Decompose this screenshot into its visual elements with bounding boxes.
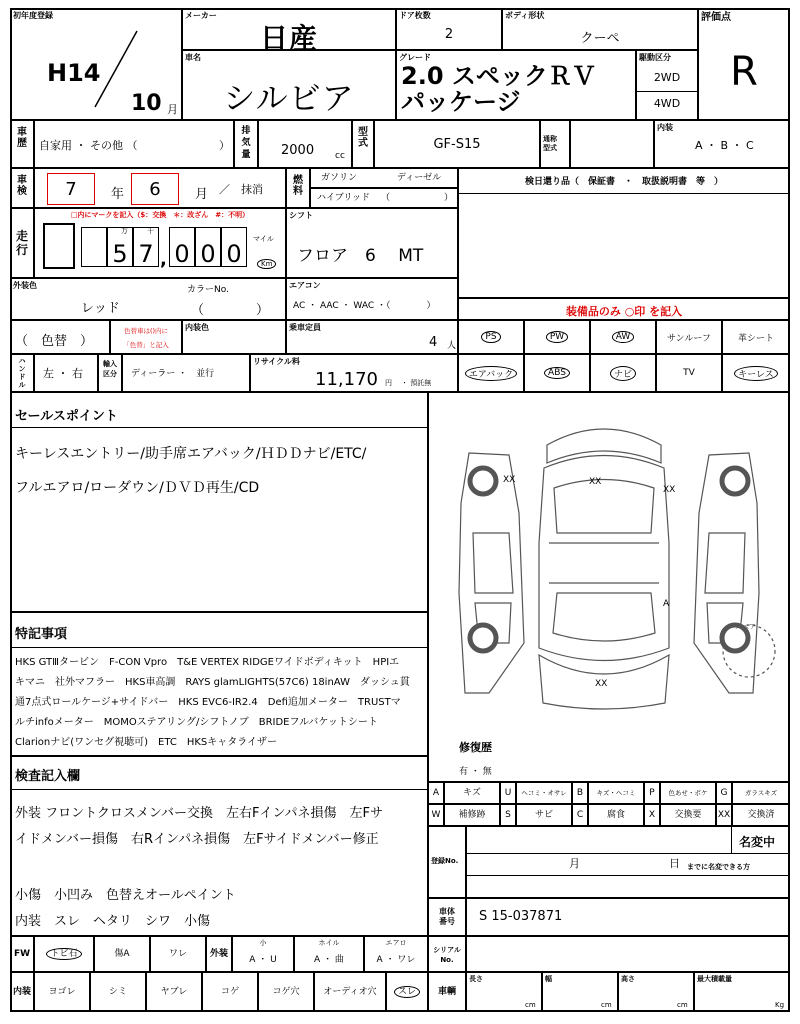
reg-divider-1: [467, 853, 789, 854]
docs-box: [458, 168, 790, 298]
mileage-label: 走 行: [15, 229, 28, 257]
unit-sen: 千: [147, 227, 154, 235]
cc-unit: cc: [335, 151, 345, 161]
displacement-label: 排 気 量: [241, 126, 251, 160]
doors-value: 2: [444, 27, 454, 42]
legend-c-desc: 腐食: [588, 804, 644, 826]
length-box: [466, 972, 542, 1012]
first-reg-month: 10: [131, 91, 162, 116]
import-box: [122, 354, 250, 392]
damage-mark-5: XX: [595, 679, 608, 689]
int-burn-hole: コゲ穴: [258, 972, 314, 1012]
handle-label-box: [10, 354, 34, 392]
mileage-digit-3: 7: [133, 227, 159, 267]
aero-label: エアロ: [385, 939, 407, 947]
height-unit: cm: [677, 1001, 688, 1009]
reg-by-note: までに名変できる方: [687, 863, 750, 871]
inspection-title: 検査記入欄: [15, 769, 81, 784]
common-type-label: 通称 型式: [543, 135, 557, 152]
reg-vdivider: [731, 827, 732, 853]
doors-label: ドア枚数: [399, 11, 431, 20]
fw-label: FW: [10, 936, 34, 972]
insp-year: 7: [65, 179, 77, 200]
history-close: ）: [219, 139, 230, 152]
color-label: 外装色: [13, 281, 37, 290]
month-unit-2: 月: [195, 187, 209, 202]
wheel-label: ホイル: [318, 939, 340, 947]
maker-label: メーカー: [185, 11, 217, 20]
fuel-row2: [310, 188, 458, 208]
score-value: R: [730, 49, 758, 95]
repaint-note-2: 「色替」と記入: [123, 341, 169, 349]
special-divider: [11, 647, 427, 648]
capacity-box: [286, 320, 458, 354]
special-box: [10, 612, 428, 756]
car-diagram-box: [428, 392, 790, 782]
ac-box: [286, 278, 458, 320]
unit-man: 万: [121, 227, 128, 235]
chassis-box: [466, 898, 790, 936]
reg-day: 日: [669, 857, 680, 870]
damage-mark-3: XX: [663, 485, 676, 495]
import-label-box: [98, 354, 122, 392]
sales-box: [10, 392, 428, 612]
inspection-line1: 外装 フロントクロスメンバー交換 左右Fインパネ損傷 左Fサ: [15, 806, 384, 821]
shift-box: [286, 208, 458, 278]
mile-unit: マイル: [253, 235, 274, 243]
insp-month: 6: [149, 179, 161, 200]
special-line2: キマニ 社外マフラー HKS車高調 RAYS glamLIGHTS(57C6) 18inAW ダッシュ貫: [15, 677, 410, 688]
mileage-digit-1: [81, 227, 107, 267]
equip-header: 装備品のみ ○印 を記入: [565, 305, 683, 318]
repair-title: 修復歴: [459, 741, 492, 754]
legend-u-desc: ヘコミ・オサレ: [516, 782, 572, 804]
equip-header-box: [458, 298, 790, 320]
import-label: 輸入 区分: [103, 360, 117, 378]
legend-xx-desc: 交換済: [732, 804, 790, 826]
shift-label: シフト: [289, 211, 313, 220]
model-label: 車名: [185, 53, 201, 62]
fuel-label: 燃 料: [293, 175, 303, 197]
equip-tv: TV: [656, 354, 722, 392]
aero-box: [364, 936, 428, 972]
equip-keyless: キーレス: [722, 354, 790, 392]
mileage-digit-5: 0: [195, 227, 221, 267]
mileage-digit-6: 0: [221, 227, 247, 267]
legend-x-desc: 交換要: [660, 804, 716, 826]
recycle-value: 11,170: [315, 369, 378, 390]
equip-ps: PS: [458, 320, 524, 354]
inspection-notes-box: [10, 756, 428, 936]
int-color-box: [182, 320, 286, 354]
fuel-label-box: [286, 168, 310, 208]
type-box: [374, 120, 540, 168]
docs-text: 検日還り品（ 保証書 ・ 取扱説明書 等 ）: [524, 177, 723, 187]
width-unit: cm: [601, 1001, 612, 1009]
history-label: 車 歴: [17, 127, 27, 149]
reg-month: 月: [569, 857, 580, 870]
drive-box: [636, 50, 698, 120]
maker-box: [182, 8, 396, 55]
equip-sunroof: サンルーフ: [656, 320, 722, 354]
grade-box: [396, 50, 636, 120]
recycle-label: リサイクル料: [253, 357, 300, 366]
common-type-label-box: [540, 120, 570, 168]
damage-mark-1: XX: [503, 475, 516, 485]
size-label: 車輌: [428, 972, 466, 1012]
legend-xx: XX: [716, 804, 732, 826]
year-unit: 年: [111, 187, 125, 202]
legend: [428, 782, 790, 826]
inspection-line2: イドメンバー損傷 右Rインパネ損傷 左Fサイドメンバー修正: [15, 832, 379, 847]
person-unit: 人: [447, 341, 457, 351]
legend-w: W: [428, 804, 444, 826]
type-value: GF-S15: [433, 137, 481, 152]
equip-abs: ABS: [524, 354, 590, 392]
damage-mark-2: XX: [589, 477, 602, 487]
special-line5: Clarionナビ(ワンセグ視聴可) ETC HKSキャタライザー: [15, 737, 277, 748]
equip-aw: AW: [590, 320, 656, 354]
int-tear: ヤブレ: [146, 972, 202, 1012]
repaint-note-box: [110, 320, 182, 354]
equip-airbag: エアバック: [458, 354, 524, 392]
color-box: [10, 278, 286, 320]
height-label: 高さ: [621, 975, 635, 983]
repaint-box: [10, 320, 110, 354]
special-line3: 通7点式ロールケージ+サイドバー HKS EVC6-IR2.4 Defi追加メーター TRUSTマ: [15, 697, 401, 708]
fw-chip: トビ石: [34, 936, 94, 972]
body-type-box: [502, 8, 698, 50]
color-no-label: カラーNo.: [187, 285, 229, 295]
mileage-label-box: [10, 208, 34, 278]
interior-value: A ・ B ・ C: [695, 139, 754, 152]
small-value: A ・ U: [249, 955, 277, 965]
sales-line2: フルエアロ/ローダウン/ＤＶＤ再生/CD: [15, 480, 260, 496]
sales-title: セールスポイント: [15, 409, 118, 424]
legend-x: X: [644, 804, 660, 826]
equip-navi: ナビ: [590, 354, 656, 392]
legend-u: U: [500, 782, 516, 804]
import-value: ディーラー ・ 並行: [131, 369, 215, 379]
type-label-box: [352, 120, 374, 168]
reg-no-label: 登録No.: [431, 857, 459, 865]
diesel: ディーゼル: [397, 173, 442, 183]
inspection-divider: [11, 789, 427, 790]
fuel-row1: [310, 168, 458, 188]
repair-value: 有 ・ 無: [459, 767, 492, 777]
sales-divider: [11, 427, 427, 428]
month-unit: 月: [167, 103, 178, 116]
inspection-label: 車 検: [17, 175, 27, 197]
int-audio-hole: オーディオ穴: [314, 972, 386, 1012]
model-box: [182, 50, 396, 120]
grade-label: グレード: [399, 53, 431, 62]
grade-line1: 2.0 スペックＲＶ: [401, 62, 596, 90]
cancelled: ／ 抹消: [219, 183, 263, 196]
spare-label: スペア: [735, 623, 756, 631]
maxload-unit: Kg: [775, 1001, 785, 1009]
int-stain: シミ: [90, 972, 146, 1012]
ext-label: 外装: [206, 936, 232, 972]
ac-label: エアコン: [289, 281, 321, 290]
color-no-value: （ ）: [191, 303, 270, 318]
history-value: 自家用 ・ その他 （: [39, 139, 138, 152]
mileage-comma: ,: [160, 249, 167, 270]
model-value: シルビア: [223, 79, 355, 117]
small-label: 小: [259, 939, 267, 947]
mileage-digit-2: 5: [107, 227, 133, 267]
inspection-label-box: [10, 168, 34, 208]
inspection-box: [34, 168, 286, 208]
recycle-box: [250, 354, 458, 392]
handle-label: ハ ン ド ル: [18, 357, 26, 389]
docs-divider: [459, 193, 789, 194]
legend-c: C: [572, 804, 588, 826]
auction-sheet: [10, 8, 790, 1012]
equip-leather: 革シート: [722, 320, 790, 354]
reg-no-label-box: [428, 826, 466, 898]
handle-value: 左 ・ 右: [43, 367, 83, 380]
displacement-value: 2000: [281, 143, 315, 158]
legend-s-desc: サビ: [516, 804, 572, 826]
fuel-other: （ ）: [381, 193, 454, 203]
shift-value: フロア 6 MT: [297, 246, 424, 266]
maxload-label: 最大積載量: [697, 975, 732, 983]
aero-value: A ・ ワレ: [376, 955, 416, 965]
fw-crack: ワレ: [150, 936, 206, 972]
inspection-line5: 内装 スレ ヘタリ シワ 小傷: [15, 914, 211, 929]
int-dirt: ヨゴレ: [34, 972, 90, 1012]
inspection-line4: 小傷 小凹み 色替えオールペイント: [15, 888, 236, 903]
first-reg-year: H14: [47, 59, 101, 87]
maxload-box: [694, 972, 790, 1012]
history-box: [34, 120, 234, 168]
color-value: レッド: [81, 301, 120, 316]
first-registration-box: [10, 8, 182, 120]
maker-value: 日産: [259, 22, 318, 55]
repaint-value: （ 色替 ）: [15, 334, 94, 349]
capacity-label: 乗車定員: [289, 323, 321, 332]
width-label: 幅: [545, 975, 552, 983]
km-unit: Km: [257, 259, 276, 269]
int-color-label: 内装色: [185, 323, 209, 332]
mileage-digit-4: 0: [169, 227, 195, 267]
deposited: ・ 預託無: [401, 379, 432, 387]
special-line4: ルチinfoメーター MOMOステアリング/シフトノブ BRIDEフルバケットシート: [15, 717, 378, 728]
name-change: 名変中: [739, 835, 776, 849]
damage-mark-4: A: [663, 599, 670, 609]
special-title: 特記事項: [15, 627, 68, 642]
width-box: [542, 972, 618, 1012]
legend-w-desc: 補修跡: [444, 804, 500, 826]
mileage-box: [34, 208, 286, 278]
drive-2wd: 2WD: [653, 71, 681, 84]
height-box: [618, 972, 694, 1012]
small-box: [232, 936, 294, 972]
reg-no-box: [466, 826, 790, 898]
legend-b: B: [572, 782, 588, 804]
score-box: [698, 8, 790, 120]
mileage-note: □内にマークを記入（$：交換 ＊：改ざん #：不明）: [70, 211, 250, 219]
int-wear: スレ: [386, 972, 428, 1012]
displacement-label-box: [234, 120, 258, 168]
length-unit: cm: [525, 1001, 536, 1009]
serial-label: シリアル No.: [433, 946, 461, 964]
special-line1: HKS GTⅢタービン F-CON Vpro T&E VERTEX RIDGEワイドボディキット HPIエ: [15, 657, 400, 668]
reg-divider-2: [467, 875, 789, 876]
yen-unit: 円: [385, 379, 392, 387]
legend-g: G: [716, 782, 732, 804]
interior-box: [654, 120, 790, 168]
chassis-label: 車体 番号: [439, 907, 455, 926]
gasoline: ガソリン: [321, 173, 358, 183]
serial-box: [466, 936, 790, 972]
interior-label: 内装: [657, 123, 673, 132]
legend-p-desc: 色あせ・ボケ: [660, 782, 716, 804]
sales-line1: キーレスエントリー/助手席エアバック/ＨＤＤナビ/ETC/: [15, 446, 367, 462]
displacement-box: [258, 120, 352, 168]
ac-value: AC ・ AAC ・ WAC ・（ ）: [293, 301, 436, 311]
fw-scratch: 傷A: [94, 936, 150, 972]
drive-4wd: 4WD: [653, 97, 681, 110]
legend-g-desc: ガラスキズ: [732, 782, 790, 804]
legend-p: P: [644, 782, 660, 804]
serial-label-box: [428, 936, 466, 972]
drive-divider: [637, 91, 697, 92]
equip-pw: PW: [524, 320, 590, 354]
legend-b-desc: キズ・ヘコミ: [588, 782, 644, 804]
int-label: 内装: [10, 972, 34, 1012]
score-label: 評価点: [701, 12, 731, 23]
capacity-value: 4: [429, 335, 438, 350]
grade-line2: パッケージ: [401, 88, 521, 116]
handle-box: [34, 354, 98, 392]
mileage-mark-box: [43, 223, 75, 269]
length-label: 長さ: [469, 975, 483, 983]
wheel-box: [294, 936, 364, 972]
body-value: クーペ: [580, 31, 620, 46]
legend-a-desc: キズ: [444, 782, 500, 804]
car-diagram: [429, 393, 789, 713]
chassis-value: S 15-037871: [479, 909, 563, 924]
legend-a: A: [428, 782, 444, 804]
hybrid: ハイブリッド: [317, 193, 371, 203]
wheel-value: A ・ 曲: [314, 955, 344, 965]
history-label-box: [10, 120, 34, 168]
common-type-box: [570, 120, 654, 168]
legend-s: S: [500, 804, 516, 826]
doors-box: [396, 8, 502, 50]
chassis-label-box: [428, 898, 466, 936]
first-reg-label: 初年度登録: [13, 11, 53, 20]
type-label: 型 式: [358, 127, 368, 149]
repaint-note-1: 色替車は()内に: [123, 327, 169, 335]
int-burn: コゲ: [202, 972, 258, 1012]
body-label: ボディ形状: [505, 11, 545, 20]
drive-label: 駆動区分: [639, 53, 671, 62]
